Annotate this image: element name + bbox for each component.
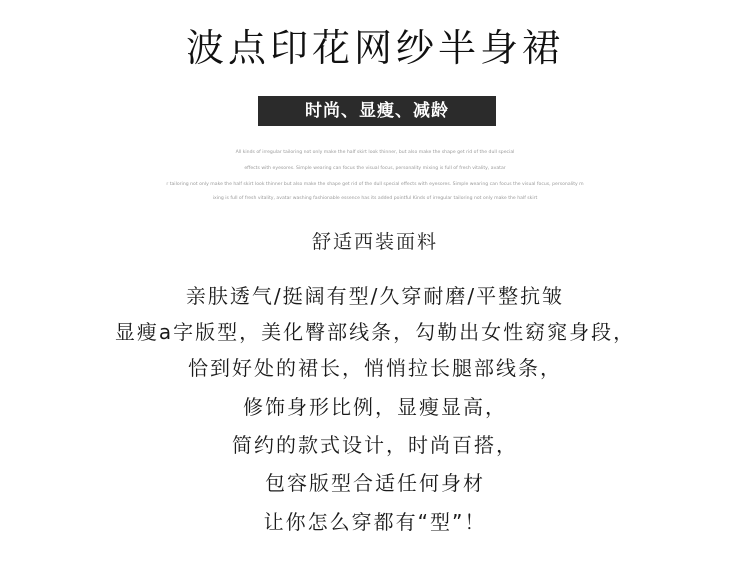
fine-print-line: All kinds of irregular tailoring not only make the half skirt look thinner, but also make the shape get rid of the dull special <box>235 150 515 155</box>
feature-line: 显瘦a字版型，美化臀部线条，勾勒出女性窈窕身段， <box>114 320 636 344</box>
fine-print-line: ixing is full of fresh vitality, avatar washing fashionable essence has its added pointful Kinds of irregular tailoring not only make the half skirt <box>212 196 538 201</box>
feature-line: 包容版型合适任何身材 <box>265 471 485 495</box>
feature-line: 修饰身形比例，显瘦显高， <box>243 395 507 419</box>
feature-line: 恰到好处的裙长，悄悄拉长腿部线条， <box>188 356 562 380</box>
page-title: 波点印花网纱半身裙 <box>185 26 564 70</box>
fabric-heading: 舒适西装面料 <box>311 231 438 253</box>
feature-line: 简约的款式设计，时尚百搭， <box>232 433 518 457</box>
tagline-banner: 时尚、显瘦、减龄 <box>258 96 496 126</box>
feature-line: 亲肤透气/挺阔有型/久穿耐磨/平整抗皱 <box>185 284 565 308</box>
feature-line: 让你怎么穿都有“型”！ <box>263 510 487 534</box>
fine-print-line: effects with eyesores. Simple wearing can focus the visual focus, personality mixing is full of fresh vitality, avatar <box>244 166 506 171</box>
fine-print-line: r tailoring not only make the half skirt look thinner but also make the shape get rid of the dull special effects with eyesores. Simple wearing can focus the visual focus, personality m <box>166 182 584 187</box>
